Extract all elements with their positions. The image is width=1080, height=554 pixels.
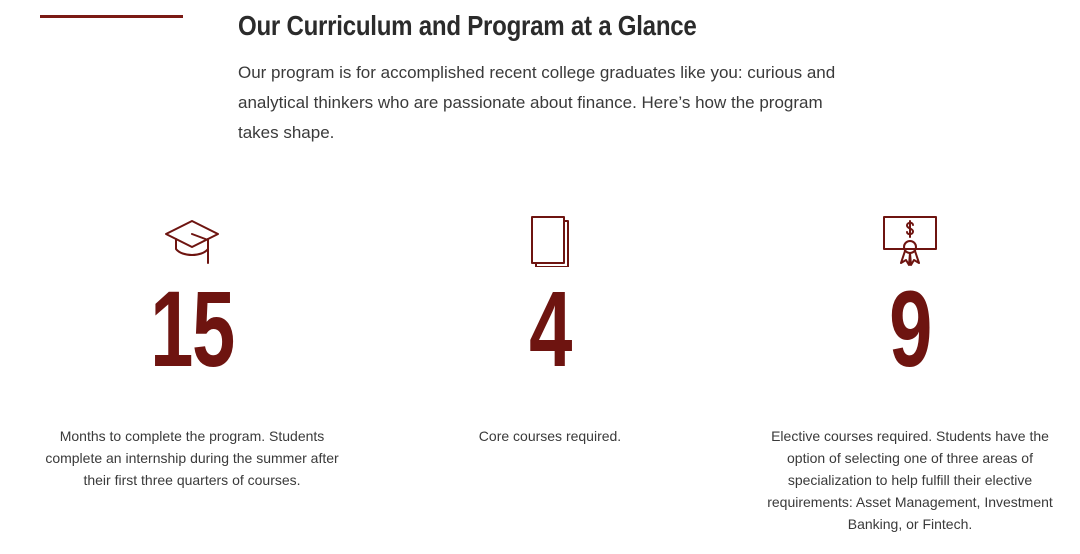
stat-elective-courses (750, 215, 1070, 535)
stat-core-courses (390, 215, 710, 447)
stat-number: 4 (529, 268, 571, 389)
section-intro: Our program is for accomplished recent college graduates like you: curious and analytical thinkers who are passionate about finance. Here’s how the program takes shape. (238, 63, 836, 142)
section-heading: Our Curriculum and Program at a Glance (238, 10, 697, 41)
graduation-cap-icon (164, 215, 220, 265)
book-icon (528, 215, 572, 267)
stat-description: Months to complete the program. Students complete an internship during the summer after their first three quarters of courses. (45, 428, 339, 488)
stat-number: 9 (889, 268, 931, 389)
stat-description: Elective courses required. Students have the option of selecting one of three areas of specialization to help fulfill their elective requirements: Asset Management, Investment Banking, or Fintech. (767, 428, 1053, 532)
stat-number: 15 (150, 268, 234, 389)
stat-months (32, 215, 352, 491)
stat-description: Core courses required. (478, 428, 622, 444)
diploma-certificate-icon (882, 215, 938, 267)
accent-rule (40, 15, 183, 18)
